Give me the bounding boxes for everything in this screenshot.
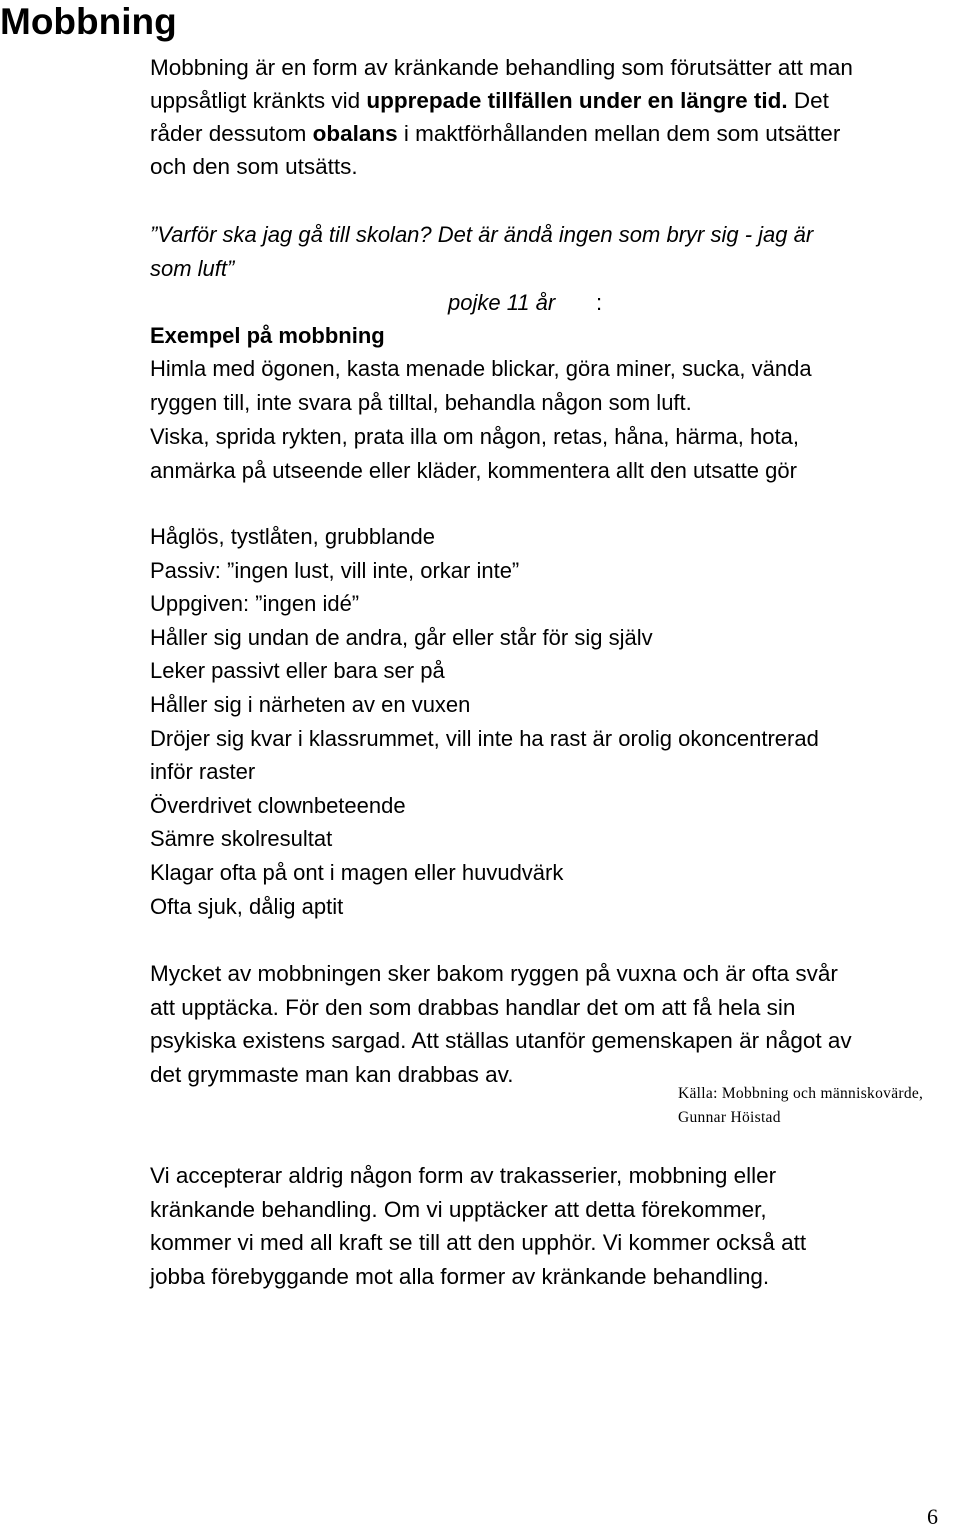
intro-emphasis-imbalance: obalans <box>312 121 398 146</box>
examples-line: Viska, sprida rykten, prata illa om någon, retas, håna, härma, hota, <box>150 424 799 449</box>
intro-paragraph <box>150 51 853 183</box>
sign-item: Ofta sjuk, dålig aptit <box>150 893 344 919</box>
sign-item: Sämre skolresultat <box>150 826 333 852</box>
quote-block <box>150 218 813 285</box>
sign-item: Uppgiven: ”ingen idé” <box>150 591 360 617</box>
policy-paragraph <box>150 1159 806 1293</box>
intro-text: Det <box>787 88 829 113</box>
intro-line <box>150 117 853 150</box>
closing-line: att upptäcka. För den som drabbas handlar det om att få hela sin <box>150 994 796 1020</box>
sign-item: Leker passivt eller bara ser på <box>150 658 445 684</box>
quote-attribution: pojke 11 år <box>448 290 556 315</box>
intro-text: i maktförhållanden mellan dem som utsätter <box>397 121 841 146</box>
policy-line: kränkande behandling. Om vi upptäcker att detta förekommer, <box>150 1196 767 1222</box>
intro-text: uppsåtligt kränkts vid <box>150 88 367 113</box>
source-citation <box>678 1082 923 1130</box>
sign-item: Håglös, tystlåten, grubblande <box>150 524 435 549</box>
closing-line: det grymmaste man kan drabbas av. <box>150 1061 514 1087</box>
policy-line: Vi accepterar aldrig någon form av trakasserier, mobbning eller <box>150 1163 777 1188</box>
sign-item: Passiv: ”ingen lust, vill inte, orkar inte” <box>150 557 520 583</box>
sign-item: Håller sig undan de andra, går eller står för sig själv <box>150 624 653 650</box>
examples-paragraph-1 <box>150 352 812 419</box>
quote-line: ”Varför ska jag gå till skolan? Det är ändå ingen som bryr sig - jag är <box>150 222 814 247</box>
source-line: Källa: Mobbning och människovärde, <box>678 1085 924 1102</box>
quote-line: som luft” <box>150 255 235 281</box>
sign-item: Dröjer sig kvar i klassrummet, vill inte ha rast är orolig okoncentrerad <box>150 725 819 751</box>
examples-line: ryggen till, inte svara på tilltal, behandla någon som luft. <box>150 389 692 415</box>
page-title: Mobbning <box>0 1 177 42</box>
intro-line: Mobbning är en form av kränkande behandling som förutsätter att man <box>150 55 853 80</box>
sign-item: Överdrivet clownbeteende <box>150 792 406 818</box>
examples-heading: Exempel på mobbning <box>150 323 385 348</box>
intro-line <box>150 84 853 117</box>
examples-line: Himla med ögonen, kasta menade blickar, göra miner, sucka, vända <box>150 356 812 381</box>
source-line: Gunnar Höistad <box>678 1109 781 1126</box>
sign-item: Klagar ofta på ont i magen eller huvudvärk <box>150 859 564 885</box>
closing-line: psykiska existens sargad. Att ställas utanför gemenskapen är något av <box>150 1028 852 1054</box>
signs-list <box>150 520 819 923</box>
intro-text: råder dessutom <box>150 121 313 146</box>
intro-line: och den som utsätts. <box>150 154 358 179</box>
examples-paragraph-2 <box>150 420 799 487</box>
sign-item: inför raster <box>150 759 256 785</box>
examples-line: anmärka på utseende eller kläder, kommentera allt den utsatte gör <box>150 457 797 483</box>
intro-emphasis-repeated: upprepade tillfällen under en längre tid. <box>366 88 788 113</box>
closing-line: Mycket av mobbningen sker bakom ryggen på vuxna och är ofta svår <box>150 961 838 986</box>
policy-line: kommer vi med all kraft se till att den upphör. Vi kommer också att <box>150 1230 807 1256</box>
closing-paragraph <box>150 957 852 1091</box>
quote-colon: : <box>596 290 603 315</box>
page-number: 6 <box>927 1504 938 1529</box>
sign-item: Håller sig i närheten av en vuxen <box>150 691 471 717</box>
policy-line: jobba förebyggande mot alla former av kränkande behandling. <box>150 1263 770 1289</box>
